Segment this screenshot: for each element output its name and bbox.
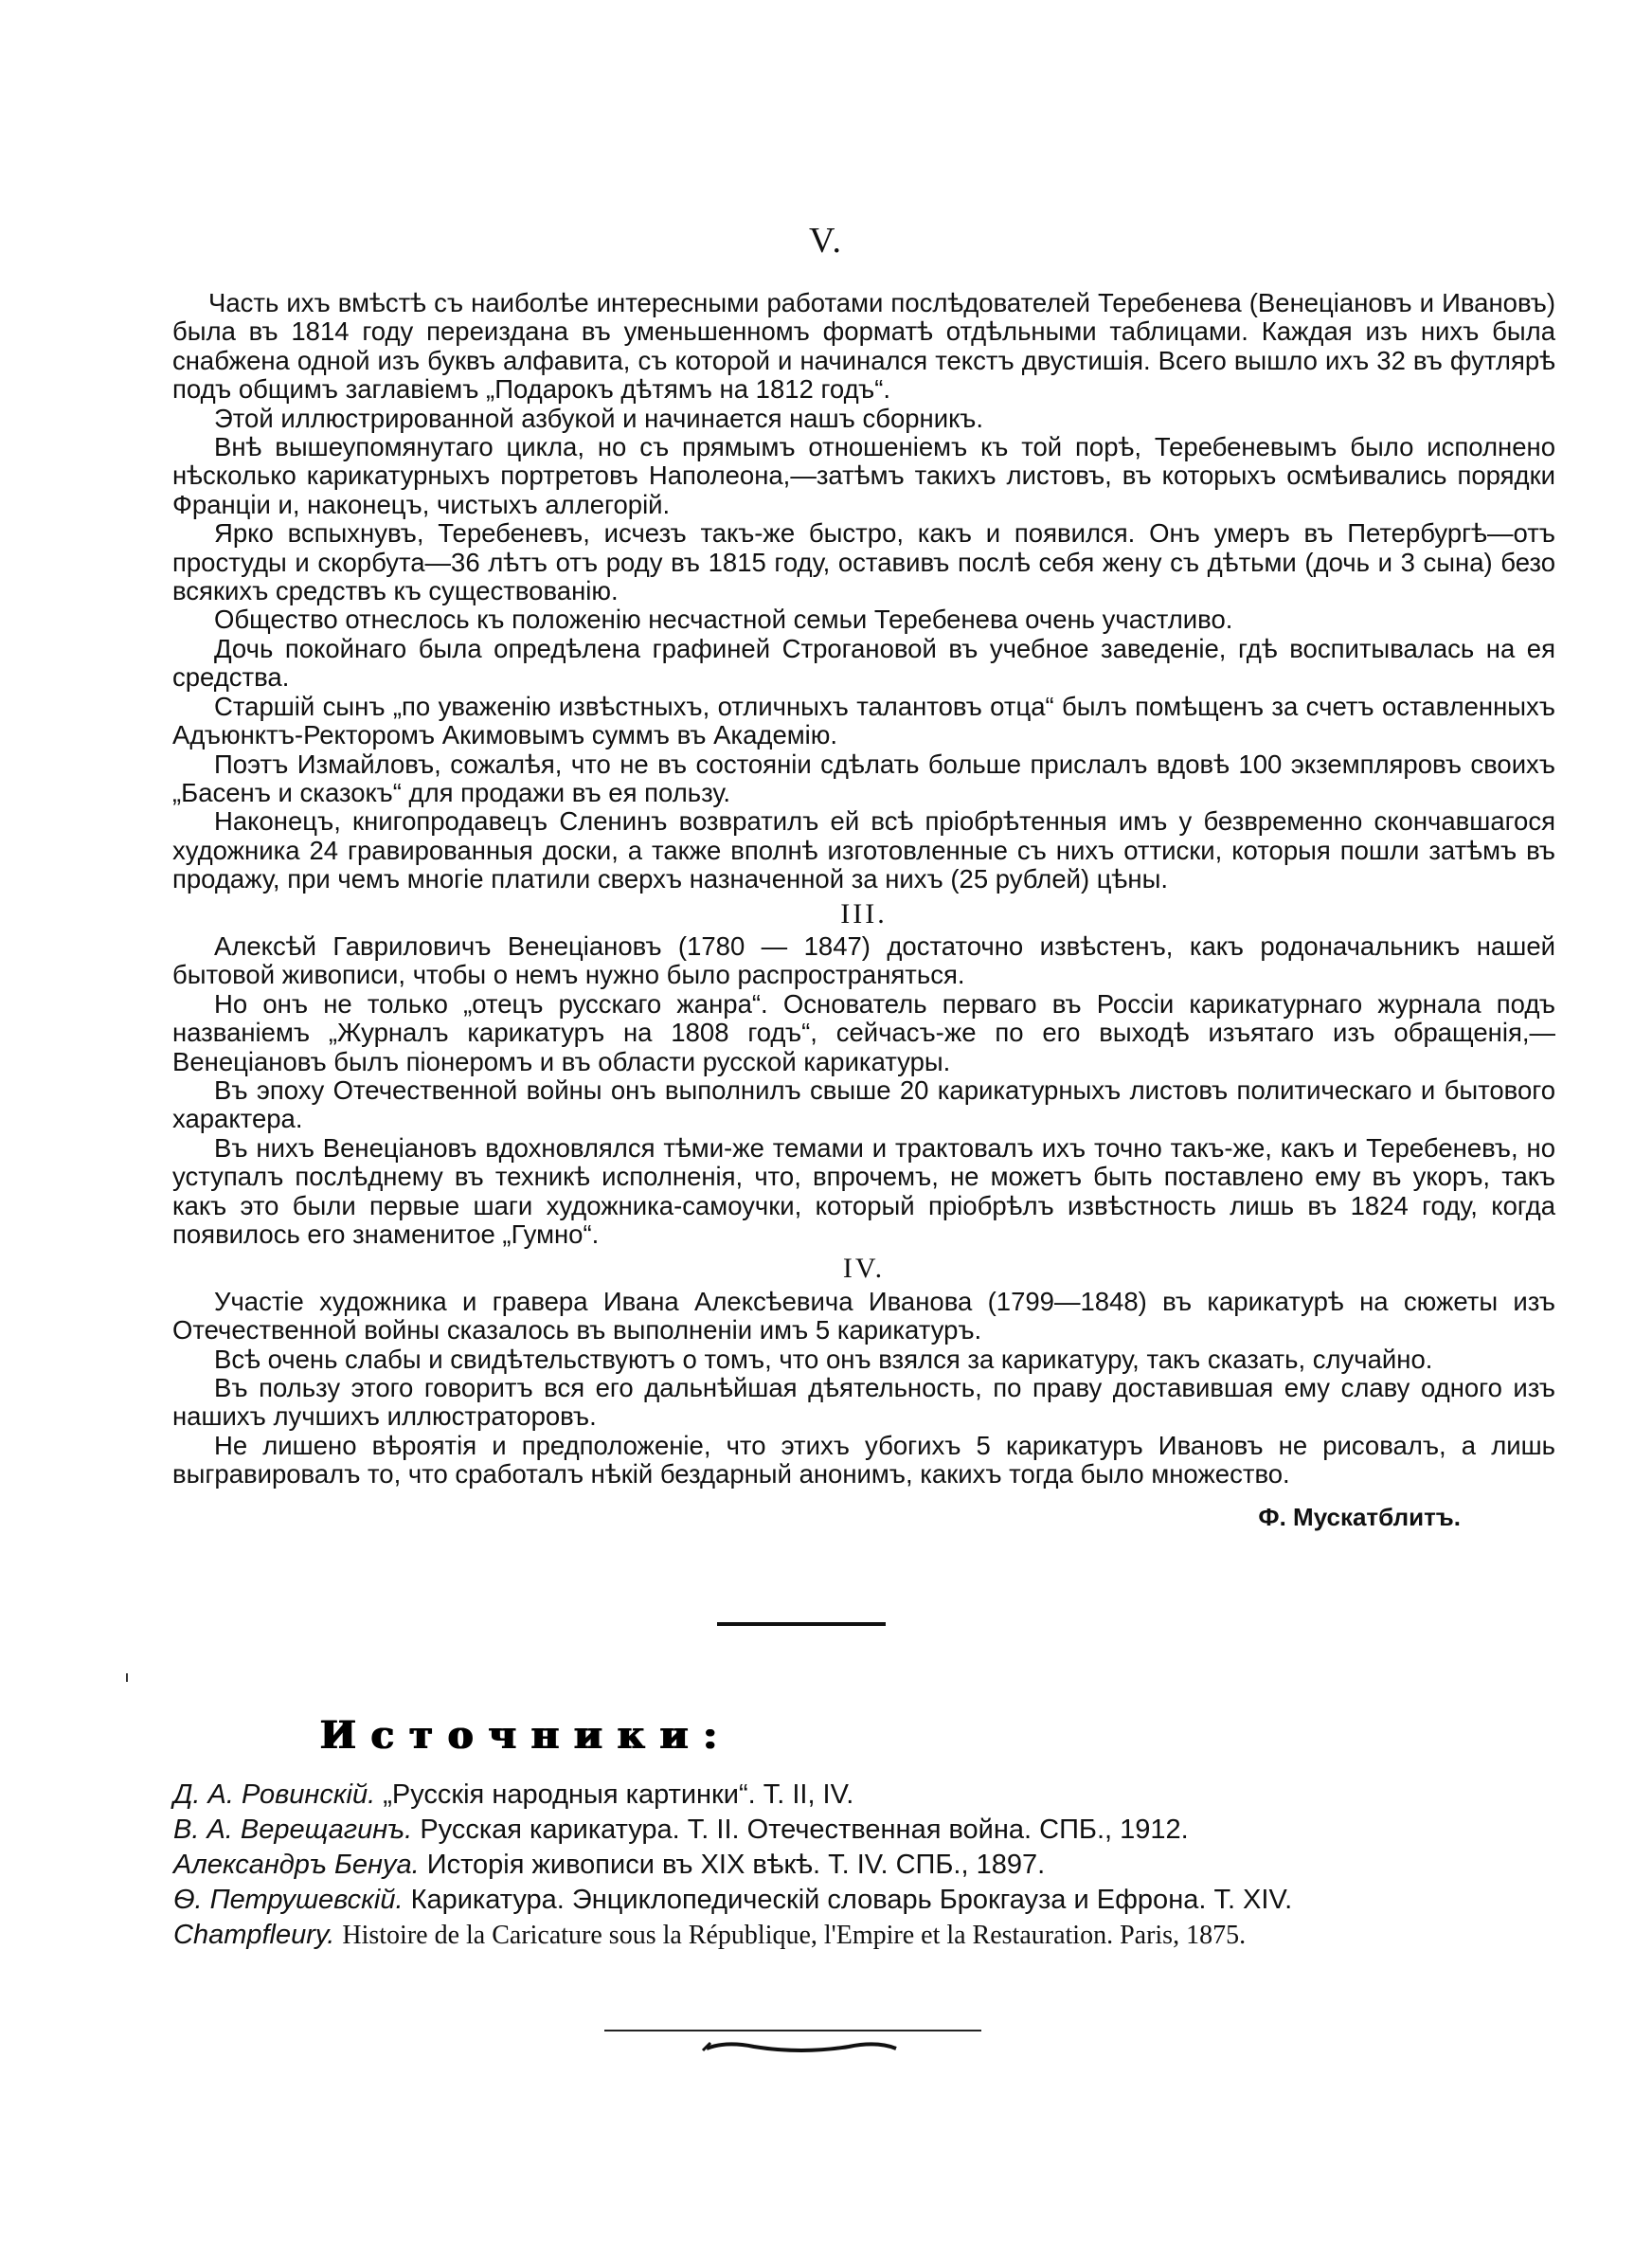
source-author: В. А. Верещагинъ. — [173, 1815, 413, 1845]
source-text: Карикатура. Энциклопедическій словарь Брокгауза и Ефрона. Т. XIV. — [410, 1885, 1293, 1915]
author-signature: Ф. Мускатблитъ. — [1258, 1502, 1461, 1531]
paragraph: Въ эпоху Отечественной войны онъ выполнилъ свыше 20 карикатурныхъ листовъ политическаго и бытового характера. — [172, 1074, 1555, 1134]
source-author: Александръ Бенуа. — [173, 1850, 420, 1880]
divider — [604, 2030, 981, 2031]
page-number: V. — [808, 221, 844, 261]
paragraph: Дочь покойнаго была опредѣлена графиней Строгановой въ учебное заведеніе, гдѣ воспитывалась на ея средства. — [172, 633, 1555, 693]
section-heading-iv: IV. — [842, 1253, 886, 1285]
paragraph: Поэтъ Измайловъ, сожалѣя, что не въ состояніи сдѣлать больше прислалъ вдовѣ 100 экземпляровъ своихъ „Басенъ и сказокъ“ для продажи въ ея пользу. — [172, 749, 1555, 807]
source-text: Histoire de la Caricature sous la République, l'Empire et la Restauration. Paris, 1875. — [342, 1921, 1247, 1950]
paragraph: Въ пользу этого говоритъ вся его дальнѣйшая дѣятельность, по праву доставившая ему славу одного изъ нашихъ лучшихъ иллюстраторовъ. — [172, 1373, 1555, 1432]
paragraph: Внѣ вышеупомянутаго цикла, но съ прямымъ отношеніемъ къ той порѣ, Теребеневымъ было исполнено нѣсколько карикатурныхъ портретовъ Наполеона,—затѣмъ такихъ листовъ, въ которыхъ осмѣивались порядки Франціи и, наконецъ, чистыхъ аллегорій. — [172, 432, 1555, 519]
paragraph: Старшій сынъ „по уваженію извѣстныхъ, отличныхъ талантовъ отца“ былъ помѣщенъ за счетъ оставленныхъ Адъюнктъ-Ректоромъ Акимовымъ суммъ въ Академію. — [172, 691, 1555, 750]
paragraph: Ярко вспыхнувъ, Теребеневъ, исчезъ такъ-же быстро, какъ и появился. Онъ умеръ въ Петербургѣ—отъ простуды и скорбута—36 лѣтъ отъ роду въ 1815 году, оставивъ послѣ себя жену съ дѣтьми (дочь и 3 сына) безо всякихъ средствъ къ существованію. — [172, 518, 1555, 606]
source-item — [173, 1883, 1537, 1918]
source-author: Ѳ. Петрушевскій. — [173, 1885, 404, 1915]
paragraph: Всѣ очень слабы и свидѣтельствуютъ о томъ, что онъ взялся за карикатуру, такъ сказать, случайно. — [214, 1344, 1433, 1374]
ornament-icon — [697, 2037, 906, 2060]
sources-list — [173, 1778, 1537, 1953]
source-text: Русская карикатура. Т. II. Отечественная война. СПБ., 1912. — [420, 1815, 1189, 1845]
source-item — [173, 1918, 1537, 1953]
paragraph: Алексѣй Гавриловичъ Венеціановъ (1780 — 1847) достаточно извѣстенъ, какъ родоначальникъ нашей бытовой живописи, чтобы о немъ нужно было распространяться. — [172, 930, 1555, 990]
paragraph: Не лишено вѣроятія и предположеніе, что этихъ убогихъ 5 карикатуръ Ивановъ не рисовалъ, а лишь выгравировалъ то, что сработалъ нѣкій бездарный анонимъ, какихъ тогда было множество. — [172, 1430, 1555, 1490]
source-text: Исторія живописи въ XIX вѣкѣ. Т. IV. СПБ., 1897. — [426, 1850, 1046, 1880]
source-author: Д. А. Ровинскій. — [173, 1779, 376, 1810]
source-item — [173, 1778, 1537, 1813]
paragraph: Участіе художника и гравера Ивана Алексѣевича Иванова (1799—1848) въ карикатурѣ на сюжеты изъ Отечественной войны сказалось въ выполненіи имъ 5 карикатуръ. — [172, 1286, 1555, 1345]
paragraph: Этой иллюстрированной азбукой и начинается нашъ сборникъ. — [214, 403, 983, 433]
article-body — [172, 289, 1555, 1531]
paragraph: Но онъ не только „отецъ русскаго жанра“. Основатель перваго въ Россіи карикатурнаго журнала подъ названіемъ „Журналъ карикатуръ на 1808 годъ“, сейчасъ-же по его выходѣ изъятаго изъ обращенія,—Венеціановъ былъ піонеромъ и въ области русской карикатуры. — [172, 988, 1555, 1076]
sources-title: Источники: — [320, 1713, 733, 1758]
source-text: „Русскія народныя картинки“. Т. II, IV. — [383, 1779, 854, 1810]
print-mark — [126, 1673, 128, 1682]
source-author: Champfleury. — [173, 1920, 335, 1950]
paragraph: Въ нихъ Венеціановъ вдохновлялся тѣми-же темами и трактовалъ ихъ точно такъ-же, какъ и Теребеневъ, но уступалъ послѣднему въ техникѣ исполненія, что, впрочемъ, не можетъ быть поставлено ему въ укоръ, такъ какъ это были первые шаги художника-самоучки, который пріобрѣлъ извѣстность лишь въ 1824 году, когда появилось его знаменитое „Гумно“. — [172, 1132, 1555, 1249]
source-item — [173, 1813, 1537, 1848]
paragraph: Наконецъ, книгопродавецъ Сленинъ возвратилъ ей всѣ пріобрѣтенныя имъ у безвременно скончавшагося художника 24 гравированныя доски, а также вполнѣ изготовленные съ нихъ оттиски, которыя пошли затѣмъ въ продажу, при чемъ многіе платили сверхъ назначенной за нихъ (25 рублей) цѣны. — [172, 806, 1555, 894]
paragraph: Часть ихъ вмѣстѣ съ наиболѣе интересными работами послѣдователей Теребенева (Венеціановъ и Ивановъ) была въ 1814 году переиздана въ уменьшенномъ форматѣ отдѣльными таблицами. Каждая изъ нихъ была снабжена одной изъ буквъ алфавита, съ которой и начинался текстъ двустишія. Всего вышло ихъ 32 въ футлярѣ подъ общимъ заглавіемъ „Подарокъ дѣтямъ на 1812 годъ“. — [172, 288, 1555, 405]
section-heading-iii: III. — [840, 897, 888, 930]
source-item — [173, 1848, 1537, 1883]
divider — [717, 1622, 886, 1626]
paragraph: Общество отнеслось къ положенію несчастной семьи Теребенева очень участливо. — [214, 605, 1233, 635]
